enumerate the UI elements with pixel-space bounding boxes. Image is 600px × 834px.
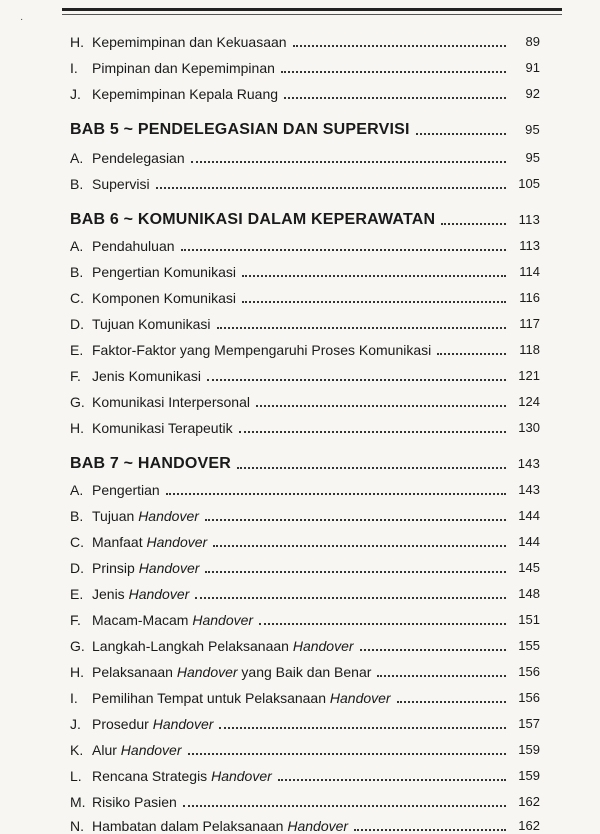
toc-entry-title bbox=[92, 176, 150, 192]
toc-page-number: 148 bbox=[518, 586, 540, 601]
toc-page-number: 159 bbox=[518, 742, 540, 757]
toc-entry[interactable] bbox=[70, 502, 540, 524]
toc-entry-title-text: Pemilihan Tempat untuk Pelaksanaan bbox=[92, 690, 330, 706]
toc-page-number: 117 bbox=[519, 316, 540, 331]
toc-entry-title bbox=[92, 264, 236, 280]
toc-entry-title bbox=[92, 664, 371, 680]
toc-entry[interactable] bbox=[70, 554, 540, 576]
toc-entry-letter: J. bbox=[70, 716, 81, 732]
toc-page-number: 151 bbox=[518, 612, 540, 627]
toc-page-number: 145 bbox=[518, 560, 540, 575]
toc-entry[interactable] bbox=[70, 658, 540, 680]
toc-entry-title-text: Pimpinan dan Kepemimpinan bbox=[92, 60, 275, 76]
toc-entry-title-text: Prosedur bbox=[92, 716, 153, 732]
toc-entry-title bbox=[92, 342, 431, 358]
toc-entry-title-italic: Handover bbox=[211, 768, 272, 784]
toc-entry-title bbox=[92, 482, 160, 498]
dot-leader bbox=[188, 752, 507, 755]
toc-entry-title bbox=[92, 768, 272, 784]
toc-page-number: 113 bbox=[518, 212, 540, 227]
toc-entry[interactable] bbox=[70, 284, 540, 306]
toc-entry-letter: A. bbox=[70, 150, 84, 166]
toc-page-number: 116 bbox=[519, 290, 540, 305]
toc-entry-letter: J. bbox=[70, 86, 81, 102]
toc-entry-title bbox=[92, 368, 201, 384]
toc-entry-letter: A. bbox=[70, 482, 84, 498]
header-rule-thick bbox=[62, 8, 562, 11]
toc-entry-letter: N. bbox=[70, 818, 84, 834]
dot-leader bbox=[213, 544, 506, 547]
toc-entry-title-text: Tujuan Komunikasi bbox=[92, 316, 211, 332]
toc-entry-letter: H. bbox=[70, 664, 84, 680]
toc-entry[interactable] bbox=[70, 388, 540, 410]
toc-entry[interactable] bbox=[70, 762, 540, 784]
toc-entry-title-text: Hambatan dalam Pelaksanaan bbox=[92, 818, 288, 834]
toc-entry-letter: B. bbox=[70, 264, 84, 280]
toc-page-number: 156 bbox=[518, 690, 540, 705]
toc-entry-title-text: Jenis Komunikasi bbox=[92, 368, 201, 384]
toc-entry-title-italic: Handover bbox=[138, 560, 200, 576]
toc-page-number: 155 bbox=[518, 638, 540, 653]
toc-entry-letter: I. bbox=[70, 690, 78, 706]
toc-entry[interactable] bbox=[70, 788, 540, 810]
toc-entry-title bbox=[92, 238, 175, 254]
toc-page-number: 113 bbox=[519, 238, 540, 253]
toc-entry-letter: M. bbox=[70, 794, 86, 810]
toc-entry-title bbox=[92, 534, 207, 550]
dot-leader bbox=[166, 492, 506, 495]
dot-leader bbox=[242, 300, 506, 303]
toc-page-number: 144 bbox=[518, 534, 540, 549]
dot-leader bbox=[205, 518, 506, 521]
dot-leader bbox=[237, 466, 506, 469]
toc-entry-letter: D. bbox=[70, 560, 84, 576]
toc-entry-title-text: Tujuan bbox=[92, 508, 139, 524]
toc-entry[interactable] bbox=[70, 54, 540, 76]
toc-entry[interactable] bbox=[70, 476, 540, 498]
toc-entry-letter: F. bbox=[70, 368, 81, 384]
toc-entry-title-text: Supervisi bbox=[92, 176, 150, 192]
toc-entry-title-text: Alur bbox=[92, 742, 121, 758]
toc-entry-title-text: Komunikasi Terapeutik bbox=[92, 420, 233, 436]
toc-entry-title-text: Faktor-Faktor yang Mempengaruhi Proses Komunikasi bbox=[92, 342, 432, 358]
toc-entry-title bbox=[92, 150, 185, 166]
toc-entry[interactable] bbox=[70, 362, 540, 384]
toc-entry[interactable] bbox=[70, 710, 540, 732]
toc-entry-title-text: Prinsip bbox=[92, 560, 139, 576]
toc-page-number: 143 bbox=[518, 482, 540, 497]
toc-entry-letter: K. bbox=[70, 742, 84, 758]
toc-page-number: 105 bbox=[518, 176, 540, 191]
toc-entry-title-text: Rencana Strategis bbox=[92, 768, 212, 784]
toc-entry-title-text: Jenis bbox=[92, 586, 129, 602]
dot-leader bbox=[293, 44, 506, 47]
toc-entry-letter: L. bbox=[70, 768, 82, 784]
toc-entry-title bbox=[92, 716, 213, 732]
toc-entry-title bbox=[92, 818, 348, 834]
corner-mark: · bbox=[20, 14, 24, 25]
toc-entry-title bbox=[70, 456, 231, 472]
toc-entry-title-italic: Handover bbox=[120, 742, 182, 758]
toc-entry[interactable] bbox=[70, 232, 540, 254]
toc-entry-letter: C. bbox=[70, 534, 84, 550]
toc-entry-title bbox=[92, 742, 182, 758]
toc-entry-title bbox=[92, 86, 278, 102]
toc-entry-title-text: Manfaat bbox=[92, 534, 147, 550]
dot-leader bbox=[181, 248, 506, 251]
dot-leader bbox=[239, 430, 506, 433]
toc-entry[interactable] bbox=[70, 736, 540, 758]
toc-entry-title-text: Pendelegasian bbox=[92, 150, 185, 166]
toc-entry-title bbox=[92, 394, 250, 410]
toc-entry-title-text: Pelaksanaan bbox=[92, 664, 177, 680]
toc-entry-letter: D. bbox=[70, 316, 84, 332]
toc-entry-title-text: Pendahuluan bbox=[92, 238, 175, 254]
header-rule-thin bbox=[62, 14, 562, 15]
toc-entry-title-text: Macam-Macam bbox=[92, 612, 193, 628]
dot-leader bbox=[217, 326, 506, 329]
toc-page-number: 157 bbox=[518, 716, 540, 731]
toc-entry-title-text: Komunikasi Interpersonal bbox=[92, 394, 250, 410]
toc-entry-title bbox=[92, 560, 199, 576]
toc-chapter-heading[interactable] bbox=[70, 206, 540, 228]
toc-entry-title-text: Langkah-Langkah Pelaksanaan bbox=[92, 638, 293, 654]
toc-entry-letter: I. bbox=[70, 60, 78, 76]
toc-page-number: 95 bbox=[525, 150, 540, 165]
toc-page-number: 114 bbox=[519, 264, 540, 279]
toc-entry-title bbox=[92, 612, 253, 628]
toc-entry-letter: C. bbox=[70, 290, 84, 306]
toc-entry-title bbox=[92, 420, 233, 436]
toc-entry-letter: A. bbox=[70, 238, 84, 254]
toc-entry[interactable] bbox=[70, 528, 540, 550]
toc-entry[interactable] bbox=[70, 170, 540, 192]
toc-page-number: 121 bbox=[518, 368, 540, 383]
toc-entry-title-italic: Handover bbox=[138, 508, 199, 524]
toc-entry-letter: B. bbox=[70, 508, 84, 524]
toc-entry-title bbox=[92, 690, 391, 706]
dot-leader bbox=[242, 274, 506, 277]
toc-entry-letter: G. bbox=[70, 394, 85, 410]
toc-entry[interactable] bbox=[70, 606, 540, 628]
toc-chapter-heading[interactable] bbox=[70, 116, 540, 138]
toc-entry-title-text: Kepemimpinan Kepala Ruang bbox=[92, 86, 279, 102]
dot-leader bbox=[183, 804, 506, 807]
toc-entry-title-text: Kepemimpinan dan Kekuasaan bbox=[92, 34, 287, 50]
toc-entry[interactable] bbox=[70, 28, 540, 50]
toc-chapter-heading[interactable] bbox=[70, 450, 540, 472]
toc-entry-title-text: BAB 5 ~ PENDELEGASIAN DAN SUPERVISI bbox=[70, 121, 410, 138]
toc-entry-letter: E. bbox=[70, 586, 84, 602]
toc-entry-title-text: BAB 6 ~ KOMUNIKASI DALAM KEPERAWATAN bbox=[70, 211, 436, 228]
toc-entry-title-italic: Handover bbox=[329, 690, 391, 706]
dot-leader bbox=[259, 622, 506, 625]
dot-leader bbox=[219, 726, 506, 729]
toc-entry-title bbox=[92, 586, 189, 602]
dot-leader bbox=[377, 674, 506, 677]
dot-leader bbox=[281, 70, 506, 73]
toc-page-number: 156 bbox=[518, 664, 540, 679]
dot-leader bbox=[256, 404, 506, 407]
toc-page-number: 91 bbox=[525, 60, 540, 75]
toc-entry-letter: H. bbox=[70, 34, 84, 50]
toc-entry-letter: F. bbox=[70, 612, 81, 628]
toc-entry-title-italic: Handover bbox=[287, 818, 349, 834]
toc-page-number: 144 bbox=[518, 508, 540, 523]
toc-entry-title bbox=[92, 316, 211, 332]
toc-entry[interactable] bbox=[70, 144, 540, 166]
toc-entry-title-text: BAB 7 ~ HANDOVER bbox=[70, 455, 232, 472]
toc-entry-letter: G. bbox=[70, 638, 85, 654]
toc-entry-title-italic: Handover bbox=[176, 664, 238, 680]
toc-entry-title-text: Komponen Komunikasi bbox=[92, 290, 236, 306]
toc-entry-title-text: Pengertian bbox=[92, 482, 160, 498]
dot-leader bbox=[354, 828, 506, 831]
toc-entry[interactable] bbox=[70, 414, 540, 436]
toc-entry-title-italic: Handover bbox=[146, 534, 208, 550]
dot-leader bbox=[441, 222, 506, 225]
toc-entry-letter: E. bbox=[70, 342, 84, 358]
toc-entry-title bbox=[92, 290, 236, 306]
dot-leader bbox=[397, 700, 506, 703]
toc-entry-title bbox=[70, 122, 410, 138]
toc-entry[interactable] bbox=[70, 310, 540, 332]
toc-entry-title bbox=[92, 638, 354, 654]
toc-entry-title bbox=[70, 212, 435, 228]
toc-entry-title-italic: Handover bbox=[292, 638, 354, 654]
toc-entry-title bbox=[92, 34, 287, 50]
toc-entry-title bbox=[92, 794, 177, 810]
toc-entry[interactable] bbox=[70, 80, 540, 102]
toc-entry-letter: H. bbox=[70, 420, 84, 436]
toc-page-number: 92 bbox=[525, 86, 540, 101]
toc-entry-title bbox=[92, 508, 199, 524]
toc-page-number: 118 bbox=[519, 342, 540, 357]
toc-entry[interactable] bbox=[70, 336, 540, 358]
toc-entry-title-italic: Handover bbox=[128, 586, 190, 602]
toc-page-number: 95 bbox=[525, 122, 540, 137]
toc-entry[interactable] bbox=[70, 258, 540, 280]
toc-entry-title-text: Risiko Pasien bbox=[92, 794, 177, 810]
toc-page-number: 162 bbox=[518, 794, 540, 809]
toc-page-number: 143 bbox=[517, 456, 540, 471]
dot-leader bbox=[156, 186, 506, 189]
toc-entry-title-italic: Handover bbox=[192, 612, 254, 628]
toc-entry[interactable] bbox=[70, 812, 540, 834]
dot-leader bbox=[191, 160, 506, 163]
dot-leader bbox=[205, 570, 506, 573]
dot-leader bbox=[278, 778, 506, 781]
toc-page-number: 130 bbox=[518, 420, 540, 435]
toc-entry[interactable] bbox=[70, 632, 540, 654]
toc-entry-title bbox=[92, 60, 275, 76]
toc-page-number: 124 bbox=[518, 394, 540, 409]
dot-leader bbox=[437, 352, 506, 355]
dot-leader bbox=[284, 96, 506, 99]
dot-leader bbox=[195, 596, 506, 599]
toc-entry[interactable] bbox=[70, 684, 540, 706]
toc-entry-title-tail: yang Baik dan Benar bbox=[237, 664, 372, 680]
dot-leader bbox=[416, 132, 506, 135]
toc-page-number: 89 bbox=[525, 34, 540, 49]
toc-page-number: 159 bbox=[518, 768, 540, 783]
dot-leader bbox=[207, 378, 506, 381]
toc-entry-letter: B. bbox=[70, 176, 84, 192]
toc-entry-title-italic: Handover bbox=[152, 716, 214, 732]
toc-entry-title-text: Pengertian Komunikasi bbox=[92, 264, 236, 280]
toc-page-number: 162 bbox=[518, 818, 540, 833]
toc-entry[interactable] bbox=[70, 580, 540, 602]
dot-leader bbox=[360, 648, 506, 651]
